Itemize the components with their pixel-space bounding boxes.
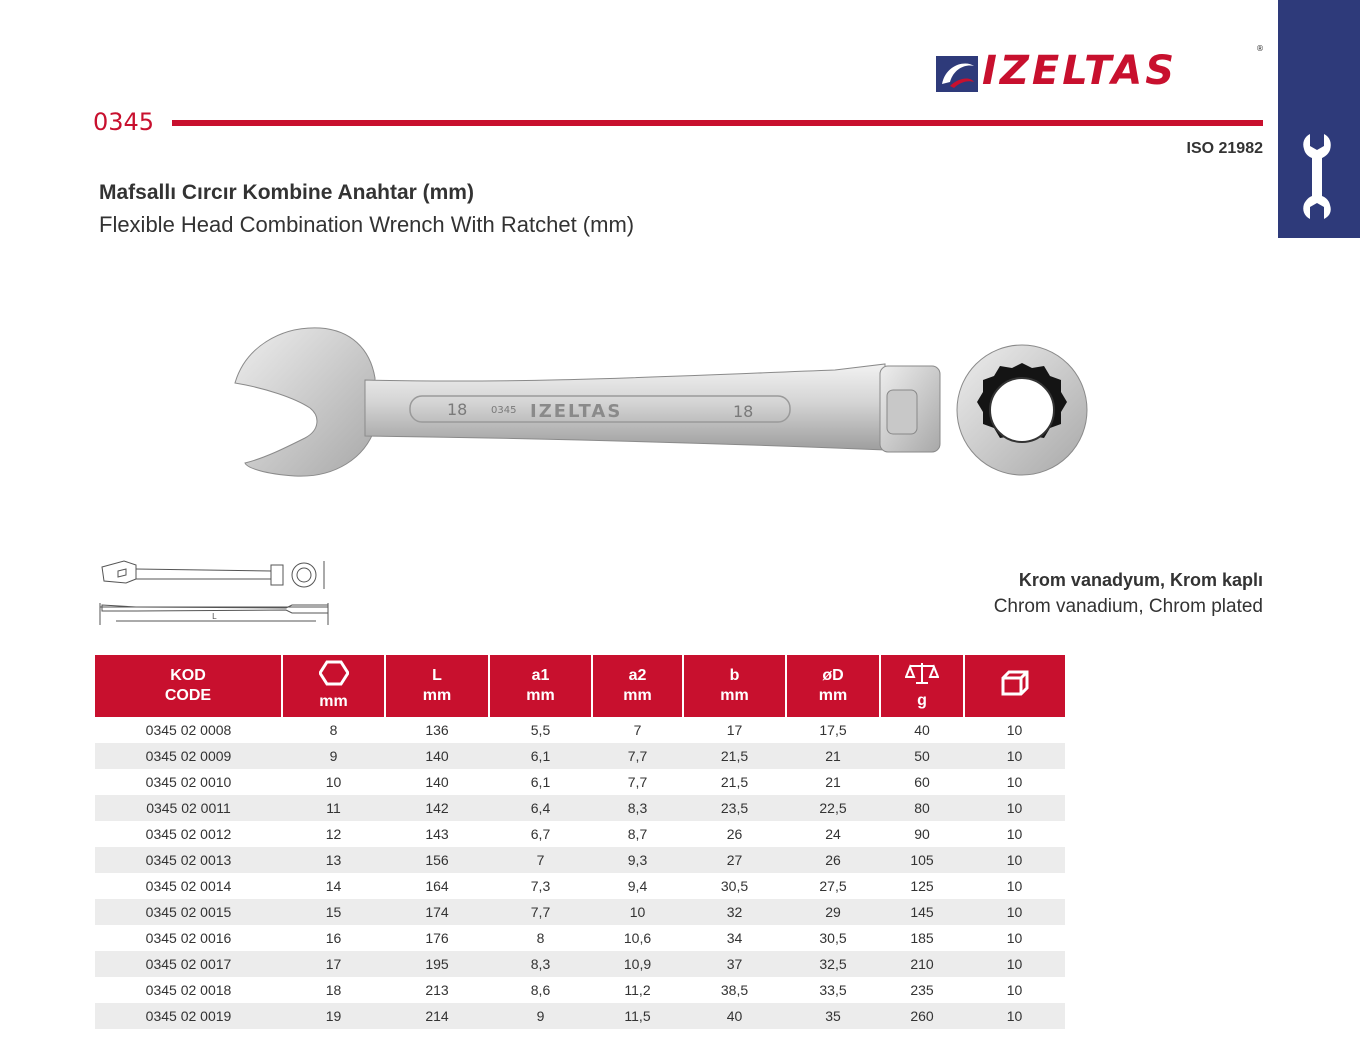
cell-weight: 60 (880, 769, 964, 795)
cell-weight: 145 (880, 899, 964, 925)
cell-size: 15 (282, 899, 385, 925)
cell-pack: 10 (964, 899, 1065, 925)
table-row (95, 717, 1065, 743)
cell-code: 0345 02 0012 (95, 821, 282, 847)
col-weight: g (880, 655, 964, 717)
product-name-en: Flexible Head Combination Wrench With Ratchet (mm) (99, 212, 635, 237)
cell-diameter: 21 (786, 769, 880, 795)
logo-emblem-icon (936, 54, 980, 94)
table-row (95, 847, 1065, 873)
cell-a1: 6,4 (489, 795, 592, 821)
registered-mark: ® (1256, 44, 1264, 53)
product-image (225, 318, 1095, 498)
cell-weight: 105 (880, 847, 964, 873)
cell-size: 9 (282, 743, 385, 769)
cell-size: 17 (282, 951, 385, 977)
col-a1: a1 mm (489, 655, 592, 717)
cell-diameter: 21 (786, 743, 880, 769)
cell-a1: 7 (489, 847, 592, 873)
cell-a2: 8,7 (592, 821, 683, 847)
table-row (95, 977, 1065, 1003)
col-code: KOD CODE (95, 655, 282, 717)
cell-size: 10 (282, 769, 385, 795)
cell-a2: 7,7 (592, 769, 683, 795)
cell-code: 0345 02 0014 (95, 873, 282, 899)
cell-weight: 210 (880, 951, 964, 977)
product-name-tr: Mafsallı Cırcır Kombine Anahtar (mm) (99, 181, 474, 204)
cell-a2: 8,3 (592, 795, 683, 821)
cell-diameter: 32,5 (786, 951, 880, 977)
cell-weight: 40 (880, 717, 964, 743)
cell-weight: 125 (880, 873, 964, 899)
cell-diameter: 35 (786, 1003, 880, 1029)
cell-weight: 50 (880, 743, 964, 769)
cell-length: 140 (385, 769, 489, 795)
cell-a1: 7,3 (489, 873, 592, 899)
table-row (95, 743, 1065, 769)
cell-length: 174 (385, 899, 489, 925)
cell-length: 142 (385, 795, 489, 821)
marking-code: 0345 (491, 405, 517, 416)
cell-size: 8 (282, 717, 385, 743)
col-a2: a2 mm (592, 655, 683, 717)
marking-size-left: 18 (447, 400, 468, 419)
cell-b: 17 (683, 717, 786, 743)
diagram-length-label: L (212, 612, 217, 621)
col-pack (964, 655, 1065, 717)
brand-logo (936, 44, 1264, 94)
table-header-row (95, 655, 1065, 717)
cell-length: 143 (385, 821, 489, 847)
cell-code: 0345 02 0011 (95, 795, 282, 821)
cell-length: 214 (385, 1003, 489, 1029)
cell-pack: 10 (964, 769, 1065, 795)
wrench-icon (1300, 130, 1334, 222)
cell-b: 37 (683, 951, 786, 977)
cell-code: 0345 02 0016 (95, 925, 282, 951)
cell-a2: 9,3 (592, 847, 683, 873)
side-tab (1278, 0, 1360, 238)
cell-b: 23,5 (683, 795, 786, 821)
cell-length: 156 (385, 847, 489, 873)
cell-a1: 6,1 (489, 743, 592, 769)
cell-pack: 10 (964, 847, 1065, 873)
cell-size: 16 (282, 925, 385, 951)
cell-a1: 8,3 (489, 951, 592, 977)
table-row (95, 769, 1065, 795)
cell-code: 0345 02 0017 (95, 951, 282, 977)
cell-weight: 80 (880, 795, 964, 821)
cell-size: 12 (282, 821, 385, 847)
cell-pack: 10 (964, 821, 1065, 847)
cell-pack: 10 (964, 977, 1065, 1003)
cell-code: 0345 02 0010 (95, 769, 282, 795)
marking-size-right: 18 (733, 402, 754, 421)
cell-b: 34 (683, 925, 786, 951)
cell-pack: 10 (964, 717, 1065, 743)
cell-b: 21,5 (683, 743, 786, 769)
cell-a1: 7,7 (489, 899, 592, 925)
cell-diameter: 27,5 (786, 873, 880, 899)
table-row (95, 1003, 1065, 1029)
cell-pack: 10 (964, 795, 1065, 821)
cell-a1: 5,5 (489, 717, 592, 743)
cell-size: 11 (282, 795, 385, 821)
cell-diameter: 17,5 (786, 717, 880, 743)
cell-diameter: 33,5 (786, 977, 880, 1003)
cell-weight: 185 (880, 925, 964, 951)
cell-a2: 11,2 (592, 977, 683, 1003)
cell-length: 213 (385, 977, 489, 1003)
box-icon (1001, 670, 1029, 696)
cell-a1: 8,6 (489, 977, 592, 1003)
cell-size: 18 (282, 977, 385, 1003)
product-code: 0345 (93, 108, 155, 136)
material-tr: Krom vanadyum, Krom kaplı (1018, 570, 1263, 590)
cell-length: 195 (385, 951, 489, 977)
technical-diagram (96, 555, 336, 630)
cell-length: 140 (385, 743, 489, 769)
hexagon-icon (319, 660, 349, 686)
cell-a2: 7 (592, 717, 683, 743)
cell-a2: 10,9 (592, 951, 683, 977)
cell-size: 13 (282, 847, 385, 873)
cell-b: 21,5 (683, 769, 786, 795)
cell-code: 0345 02 0018 (95, 977, 282, 1003)
cell-code: 0345 02 0008 (95, 717, 282, 743)
cell-b: 40 (683, 1003, 786, 1029)
cell-a2: 10 (592, 899, 683, 925)
cell-length: 164 (385, 873, 489, 899)
cell-a2: 7,7 (592, 743, 683, 769)
spec-table (95, 655, 1065, 1029)
cell-b: 38,5 (683, 977, 786, 1003)
cell-code: 0345 02 0013 (95, 847, 282, 873)
cell-pack: 10 (964, 951, 1065, 977)
cell-pack: 10 (964, 1003, 1065, 1029)
cell-diameter: 22,5 (786, 795, 880, 821)
cell-a1: 6,7 (489, 821, 592, 847)
cell-a1: 9 (489, 1003, 592, 1029)
col-diameter: øD mm (786, 655, 880, 717)
cell-b: 26 (683, 821, 786, 847)
cell-size: 19 (282, 1003, 385, 1029)
cell-size: 14 (282, 873, 385, 899)
col-length: L mm (385, 655, 489, 717)
cell-weight: 90 (880, 821, 964, 847)
header-rule (172, 120, 1263, 126)
marking-brand: IZELTAS (530, 401, 623, 422)
material-en: Chrom vanadium, Chrom plated (993, 596, 1263, 617)
cell-code: 0345 02 0015 (95, 899, 282, 925)
col-size: mm (282, 655, 385, 717)
cell-diameter: 29 (786, 899, 880, 925)
table-row (95, 925, 1065, 951)
table-row (95, 795, 1065, 821)
brand-name: IZELTAS (982, 48, 1178, 94)
cell-a2: 9,4 (592, 873, 683, 899)
cell-diameter: 26 (786, 847, 880, 873)
cell-b: 30,5 (683, 873, 786, 899)
cell-diameter: 30,5 (786, 925, 880, 951)
cell-weight: 260 (880, 1003, 964, 1029)
cell-a1: 6,1 (489, 769, 592, 795)
table-row (95, 951, 1065, 977)
cell-code: 0345 02 0009 (95, 743, 282, 769)
cell-a2: 11,5 (592, 1003, 683, 1029)
standard-label: ISO 21982 (1186, 140, 1263, 157)
cell-pack: 10 (964, 743, 1065, 769)
cell-a2: 10,6 (592, 925, 683, 951)
cell-b: 32 (683, 899, 786, 925)
cell-weight: 235 (880, 977, 964, 1003)
balance-scale-icon (905, 661, 939, 685)
cell-a1: 8 (489, 925, 592, 951)
cell-pack: 10 (964, 873, 1065, 899)
cell-b: 27 (683, 847, 786, 873)
cell-pack: 10 (964, 925, 1065, 951)
table-row (95, 873, 1065, 899)
table-row (95, 899, 1065, 925)
cell-diameter: 24 (786, 821, 880, 847)
col-b: b mm (683, 655, 786, 717)
spec-table-body (95, 717, 1065, 1029)
cell-length: 176 (385, 925, 489, 951)
cell-length: 136 (385, 717, 489, 743)
cell-code: 0345 02 0019 (95, 1003, 282, 1029)
table-row (95, 821, 1065, 847)
